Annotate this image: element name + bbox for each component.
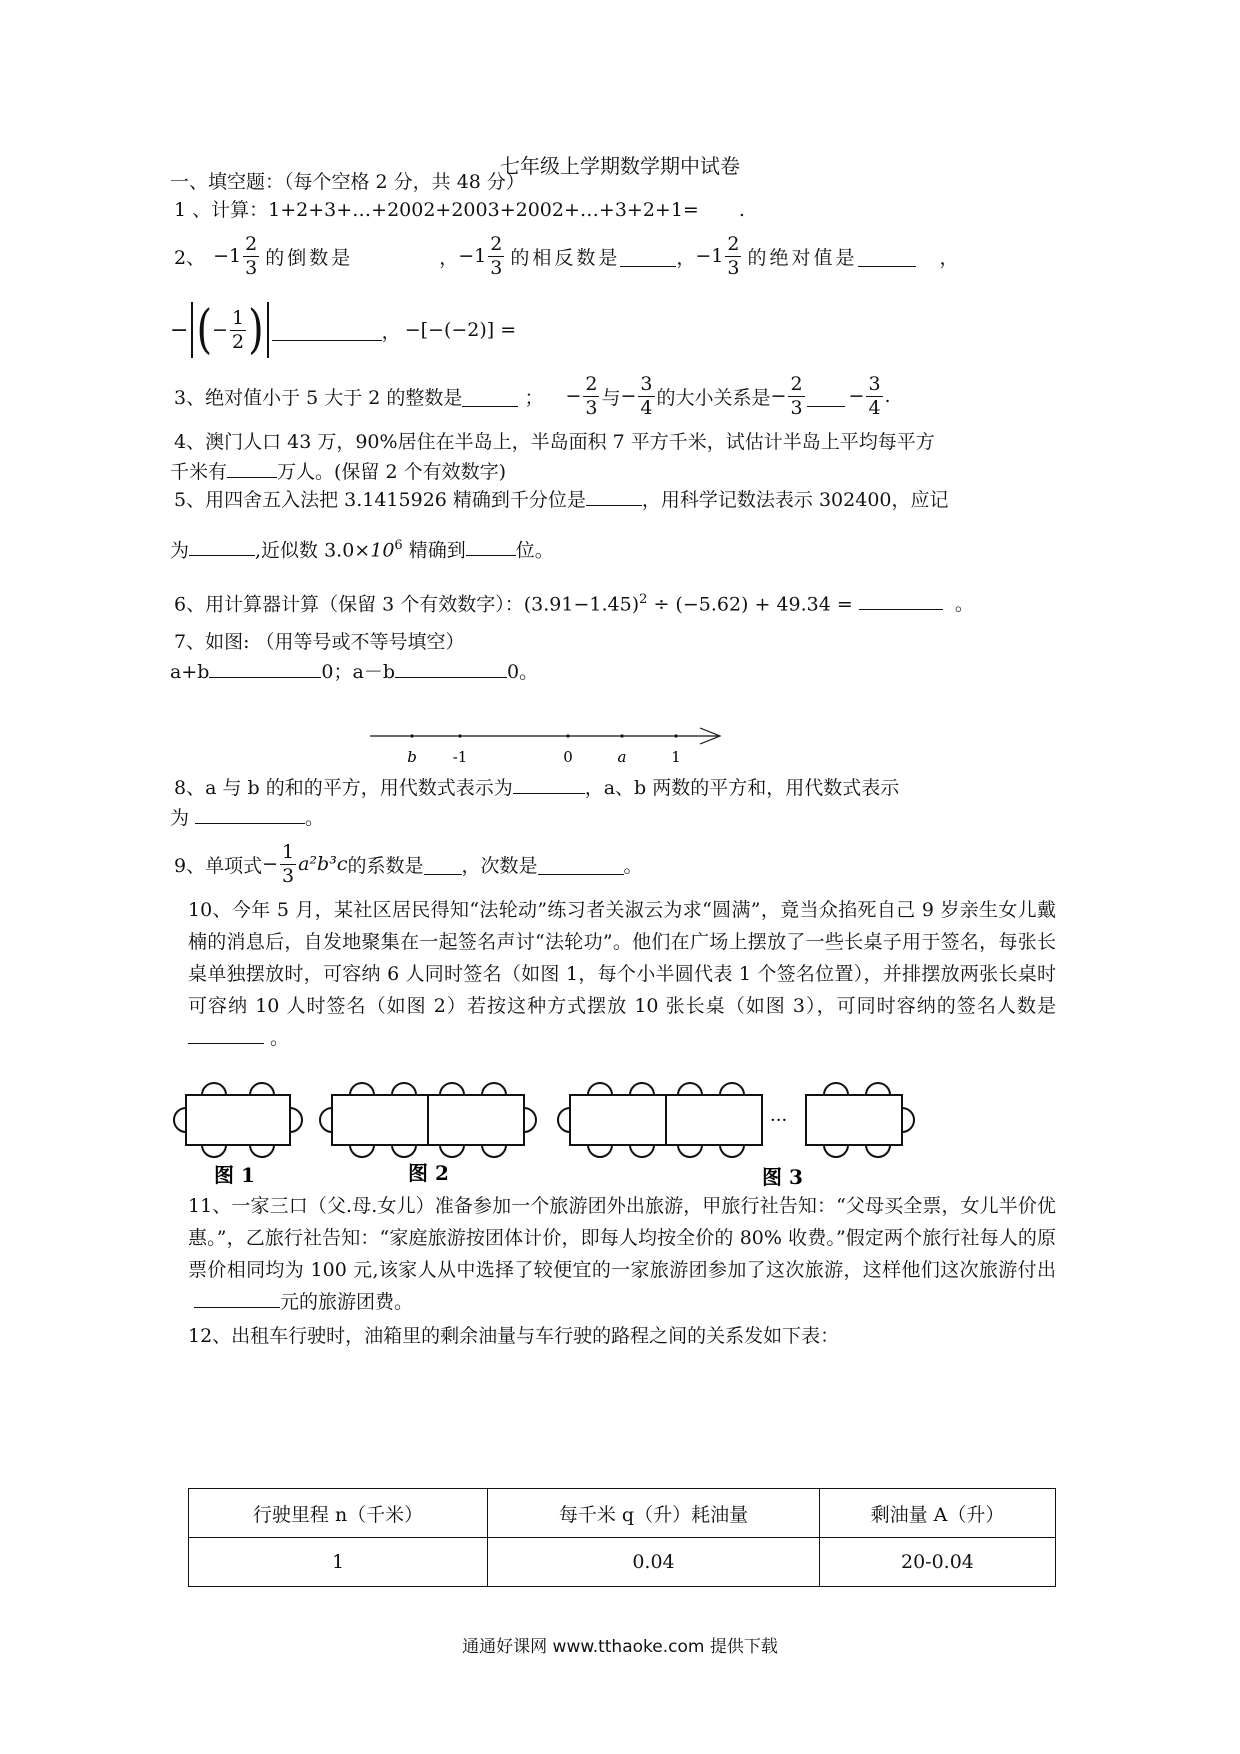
- answer-blank[interactable]: [227, 457, 277, 478]
- table-arrangement-figures: [170, 1070, 1060, 1190]
- question-10: 10、今年 5 月，某社区居民得知“法轮动”练习者关淑云为求“圆满”，竟当众掐死自己 9 岁亲生女儿戴楠的消息后，自发地聚集在一起签名声讨“法轮功”。他们在广场上摆放了一些长桌子用于签名，每张长桌单独摆放时，可容纳 6 人同时签名（如图 1，每个小半圆代表 1 个签名位置），并排摆放两张长桌时可容纳 10 人时签名（如图 2）若按这种方式摆放 10 张长桌（如图 3），可同时容纳的签名人数是。: [188, 899, 1056, 1049]
- question-9: 9、单项式 − $\frac{1}{3}$ a²b³c 的系数是 ，次数是 。: [174, 840, 643, 887]
- answer-blank[interactable]: [807, 386, 845, 407]
- question-11: 11、一家三口（父.母.女儿）准备参加一个旅游团外出旅游，甲旅行社告知：“父母买全票，女儿半价优惠。”，乙旅行社告知：“家庭旅游按团体计价，即每人均按全价的 80% 收费。”假定两个旅行社每人的原票价相同均为 100 元,该家人从中选择了较便宜的一家旅游团参加了这次旅游，这样他们这次旅游付出元的旅游团费。: [188, 1195, 1056, 1313]
- answer-blank[interactable]: [513, 773, 585, 794]
- answer-blank[interactable]: [195, 803, 305, 824]
- question-7-line-2: a+b 0；a－b 0。: [170, 656, 538, 688]
- question-4-line-1: 4、澳门人口 43 万，90%居住在半岛上，半岛面积 7 平方千米，试估计半岛上平均每平方: [174, 431, 935, 453]
- number-line-label-neg1: -1: [452, 748, 468, 766]
- fuel-table: [188, 1488, 1056, 1587]
- answer-blank[interactable]: [859, 589, 943, 610]
- number-line: [360, 718, 740, 774]
- number-line-label-a: a: [617, 748, 627, 766]
- section-heading: 一、填空题：（每个空格 2 分，共 48 分）: [170, 171, 525, 193]
- mixed-number: −1 $\frac{2}{3}$: [695, 232, 740, 279]
- number-line-label-0: 0: [563, 748, 573, 766]
- mixed-number: −1 $\frac{2}{3}$: [458, 232, 503, 279]
- question-1: 1 、计算：1+2+3+…+2002+2003+2002+…+3+2+1= .: [174, 199, 745, 221]
- question-5-line-1: 5、用四舍五入法把 3.1415926 精确到千分位是 ，用科学记数法表示 302400，应记: [174, 484, 949, 516]
- table-cell: 20-0.04: [819, 1538, 1055, 1587]
- question-5-line-2: 为 ,近似数 $3.0\times 10^6$ 精确到 位。: [170, 530, 554, 566]
- answer-blank[interactable]: [395, 657, 507, 678]
- number-line-label-b: b: [407, 748, 417, 766]
- question-2-line-2: − ( − $\frac{1}{2}$ ) ， −[−(−2)] =: [170, 300, 517, 360]
- page-title: 七年级上学期数学期中试卷: [500, 154, 740, 178]
- table-header-cell: 剩油量 A（升）: [819, 1489, 1055, 1538]
- figure-2-label: 图 2: [408, 1161, 449, 1185]
- mixed-number: −1 $\frac{2}{3}$: [213, 232, 258, 279]
- answer-blank[interactable]: [272, 320, 382, 341]
- table-header-cell: 每千米 q（升）耗油量: [488, 1489, 820, 1538]
- answer-blank[interactable]: [189, 535, 255, 556]
- figure-1-label: 图 1: [214, 1163, 255, 1187]
- answer-blank[interactable]: [188, 1023, 264, 1044]
- answer-blank[interactable]: [858, 246, 916, 267]
- answer-blank[interactable]: [620, 246, 676, 267]
- question-8-line-1: 8、a 与 b 的和的平方，用代数式表示为 ，a、b 两数的平方和，用代数式表示: [174, 772, 899, 804]
- answer-blank[interactable]: [209, 657, 321, 678]
- question-7-line-1: 7、如图: （用等号或不等号填空）: [174, 631, 465, 653]
- question-3: 3、绝对值小于 5 大于 2 的整数是 ； − $\frac{2}{3}$ 与 − $\frac{3}{4}$ 的大小关系是 − $\frac{2}{3}$ − $\frac{3}{4}$ .: [174, 372, 891, 419]
- table-cell: 0.04: [488, 1538, 820, 1587]
- table-header-row: [189, 1489, 1056, 1538]
- answer-blank[interactable]: [586, 485, 642, 506]
- number-line-label-1: 1: [671, 748, 681, 766]
- question-8-line-2: 为 。: [170, 802, 324, 834]
- question-6: 6、用计算器计算（保留 3 个有效数字）：$(3.91-1.45)^2 \div (-5.62) + 49.34$ = 。: [174, 584, 974, 620]
- question-12: 12、出租车行驶时，油箱里的剩余油量与车行驶的路程之间的关系发如下表：: [188, 1325, 840, 1347]
- answer-blank[interactable]: [424, 854, 462, 875]
- question-4-line-2: 千米有 万人。(保留 2 个有效数字): [170, 456, 506, 488]
- page-footer: 通通好课网 www.tthaoke.com 提供下载: [462, 1637, 778, 1657]
- answer-blank[interactable]: [194, 1287, 280, 1308]
- table-cell: 1: [189, 1538, 488, 1587]
- answer-blank[interactable]: [466, 535, 516, 556]
- figure-3-label: 图 3: [762, 1165, 803, 1189]
- continuation-dots: ···: [770, 1110, 788, 1131]
- answer-blank[interactable]: [538, 854, 624, 875]
- answer-blank[interactable]: [462, 386, 518, 407]
- table-row: [189, 1538, 1056, 1587]
- question-2-line-1: 2、 −1 $\frac{2}{3}$ 的倒数是 ， −1 $\frac{2}{3}$ 的相反数是 ， −1 $\frac{2}{3}$ 的绝对值是 ，: [174, 232, 959, 279]
- table-header-cell: 行驶里程 n（千米）: [189, 1489, 488, 1538]
